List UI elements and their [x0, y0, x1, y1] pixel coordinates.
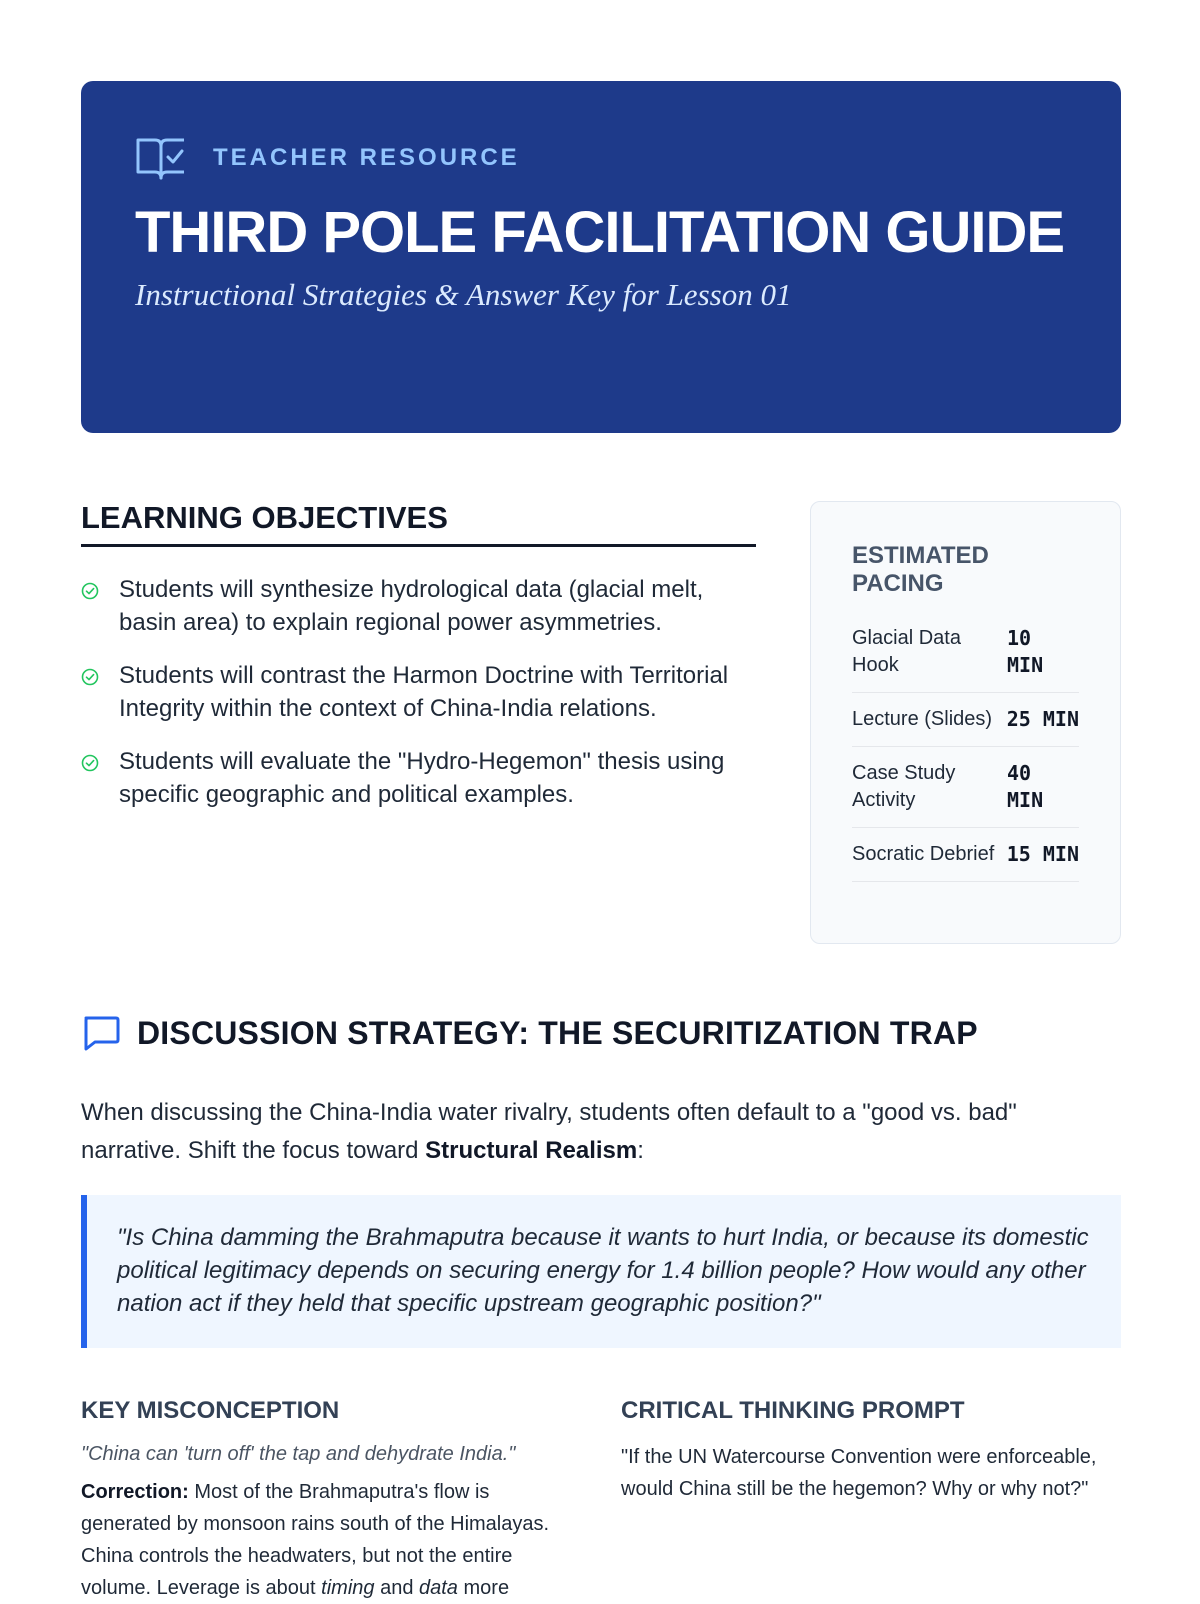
misconception-correction: [81, 1476, 581, 1604]
prompt-column: [621, 1397, 1121, 1604]
check-circle-icon: [81, 668, 99, 686]
eyebrow-label: TEACHER RESOURCE: [213, 144, 520, 171]
pacing-time: 40 MIN: [1007, 761, 1044, 812]
list-item: [81, 745, 756, 811]
correction-emphasis: data: [419, 1577, 458, 1599]
chat-bubble-icon: [81, 1014, 121, 1052]
discussion-section: [81, 1014, 1121, 1348]
correction-label: Correction:: [81, 1481, 189, 1503]
pacing-time: 15 MIN: [1006, 842, 1079, 866]
eyebrow: [135, 133, 1067, 183]
misconception-column: [81, 1397, 581, 1604]
check-circle-icon: [81, 582, 99, 600]
correction-emphasis: timing: [321, 1577, 375, 1599]
pacing-heading: ESTIMATED PACING: [852, 542, 989, 597]
pacing-time: 10 MIN: [1007, 626, 1044, 677]
objective-text: Students will contrast the Harmon Doctrine with Territorial Integrity within the context of China-India relations.: [119, 662, 729, 722]
pacing-label: Socratic Debrief: [852, 843, 995, 865]
correction-text: and: [374, 1577, 419, 1599]
pacing-row: [852, 747, 1079, 828]
pacing-card: [810, 501, 1121, 944]
misconception-quote: "China can 'turn off' the tap and dehydrate India.": [81, 1443, 516, 1465]
correction-text: Most of the Brahmaputra's flow is generated by monsoon rains south of the Himalayas. China controls the headwaters, but not the entire volume. Leverage is about: [81, 1481, 550, 1599]
discussion-heading: DISCUSSION STRATEGY: THE SECURITIZATION TRAP: [137, 1014, 978, 1051]
pacing-time: 25 MIN: [1006, 707, 1079, 731]
discussion-quote: "Is China damming the Brahmaputra because it wants to hurt India, or because its domestic political legitimacy depends on securing energy for 1.4 billion people? How would any other nation act if they held that specific upstream geographic position?": [81, 1195, 1121, 1348]
list-item: [81, 659, 756, 725]
page-title: THIRD POLE FACILITATION GUIDE: [135, 200, 1065, 265]
discussion-header: [81, 1014, 1121, 1052]
check-circle-icon: [81, 754, 99, 772]
objectives-heading: LEARNING OBJECTIVES: [81, 500, 756, 547]
learning-objectives: [81, 500, 756, 831]
objective-text: Students will evaluate the "Hydro-Hegemon" thesis using specific geographic and political examples.: [119, 748, 725, 808]
prompt-heading: CRITICAL THINKING PROMPT: [621, 1397, 965, 1424]
correction-text: more: [457, 1577, 510, 1599]
two-column-section: [81, 1397, 1121, 1604]
intro-bold: Structural Realism: [425, 1137, 638, 1164]
objectives-list: [81, 573, 756, 811]
page-subtitle: Instructional Strategies & Answer Key for Lesson 01: [135, 277, 792, 312]
pacing-label: Glacial Data Hook: [852, 627, 961, 676]
objective-text: Students will synthesize hydrological data (glacial melt, basin area) to explain regional power asymmetries.: [119, 576, 704, 636]
header-banner: [81, 81, 1121, 433]
pacing-row: [852, 612, 1079, 693]
pacing-row: [852, 693, 1079, 747]
pacing-label: Lecture (Slides): [852, 708, 993, 730]
list-item: [81, 573, 756, 639]
book-check-icon: [135, 134, 187, 182]
misconception-heading: KEY MISCONCEPTION: [81, 1397, 340, 1424]
intro-end: :: [637, 1137, 644, 1164]
prompt-text: "If the UN Watercourse Convention were enforceable, would China still be the hegemon? Why or why not?": [621, 1446, 1097, 1500]
pacing-label: Case Study Activity: [852, 762, 956, 811]
discussion-intro: [81, 1094, 1121, 1170]
intro-text: When discussing the China-India water rivalry, students often default to a "good vs. bad" narrative. Shift the focus toward: [81, 1099, 1017, 1164]
pacing-row: [852, 828, 1079, 882]
